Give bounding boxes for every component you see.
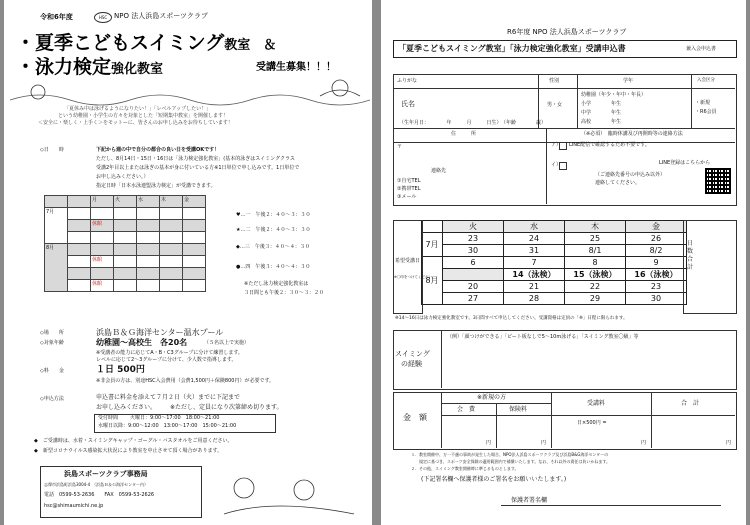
- sched-day[interactable]: 30: [626, 293, 687, 305]
- address-label: 住 所: [451, 131, 477, 137]
- class-time-1: ♥…一 午後２：４０～３：３０: [236, 212, 311, 218]
- sched-head: 火: [443, 221, 504, 233]
- sched-day[interactable]: 8/1: [565, 245, 626, 257]
- footer-addr: 志摩市浜島町浜島3004-4 （浜島Ｂ＆Ｇ海洋センター内）: [44, 482, 149, 487]
- place-label: ◇場 所: [40, 330, 64, 336]
- sched-head: 水: [504, 221, 565, 233]
- form-org: R6年度 NPO 法人浜島スポーツクラブ: [507, 28, 627, 36]
- option-a-text: LINE配信で確認するため不要です。: [569, 142, 650, 148]
- apply-label: ◇申込方法: [40, 396, 64, 402]
- title-swim: ・夏季こどもスイミング教室 ＆: [16, 32, 277, 54]
- agree-text: (下記署名欄へ保護者様のご署名をお願いいたします。): [421, 476, 567, 483]
- intro-line-3: ＜安全に・楽しく・上手く＞をモットーに、皆さんのお申し込みをお待ちしています！: [38, 120, 233, 126]
- fee-yen: 円: [486, 440, 492, 446]
- sched-day[interactable]: 21: [504, 281, 565, 293]
- name-label: 氏名: [401, 100, 415, 108]
- date-text-5: 指定日時「日本水泳連盟泳力検定」が受講できます。: [96, 183, 216, 189]
- sex-label: 性別: [549, 78, 560, 84]
- form-title: 「夏季こどもスイミング教室」「泳力検定強化教室」受講申込書: [398, 44, 626, 53]
- class-time-3: ◆…三 午後３：４０～４：３０: [236, 244, 310, 250]
- title-test: ・泳力検定強化教室: [16, 56, 164, 78]
- contact-mobile: ②携帯TEL: [397, 186, 421, 192]
- experience-label: スイミング: [395, 350, 430, 358]
- contact-label: 連絡先: [431, 168, 447, 174]
- era-label: 令和6年度: [40, 13, 73, 21]
- form-note-1: １．教室開催中、万一不慮の事故が発生した場合、NPO法人浜島スポーツクラブ及び浜島B&G海洋センターの: [411, 452, 609, 457]
- furigana-label: ふりがな: [397, 78, 418, 84]
- cal-footnote: ※ただし泳力検定強化教室は: [244, 281, 309, 287]
- date-text-2: ただし、8月14日・15日・16日は「泳力検定強化教室」(基本的泳ぎはスイミングクラス: [96, 156, 295, 162]
- fee-label: ◇料 金: [40, 368, 64, 374]
- cal-footnote-2: ３日間とも午後２：３０～３：２０: [244, 290, 325, 296]
- note-1: ◆ ご受講時は、水着・スイミングキャップ・ゴーグル・バスタオルをご用意ください。: [34, 438, 233, 444]
- experience-label-2: の経験: [401, 360, 422, 368]
- target-value: 幼稚園～高校生 各20名: [96, 338, 188, 347]
- recruit-text: 受講生募集！！！: [256, 62, 336, 73]
- sched-day[interactable]: 29: [565, 293, 626, 305]
- target-label: ◇対象年齢: [40, 340, 64, 346]
- intro-line-2: という幼稚園・小学生の方々を対象とした「短期集中教室」を開催します！: [58, 113, 229, 119]
- option-i-text-3: 連絡してください。: [595, 180, 641, 186]
- form-title-box: [393, 40, 737, 58]
- fee-total-label: 合 計: [681, 400, 700, 407]
- experience-example: （例）「顔つけができる」「ビート板なしで5～10m泳げる」「スイミング教室〇級」等: [447, 334, 639, 340]
- form-note-3: ２．その他、スイミング教室開催時に準じるものとします。: [411, 466, 519, 471]
- sched-month: 8月: [422, 257, 443, 305]
- apply-text: 申込書に料金を添えて７月２日（火）までに下記まで: [96, 394, 241, 401]
- sex-value: 男・女: [547, 102, 563, 108]
- org-name: NPO 法人浜島スポーツクラブ: [114, 12, 208, 20]
- sched-day[interactable]: 9: [626, 257, 687, 269]
- calendar-table: [44, 195, 206, 292]
- sched-day[interactable]: 26: [626, 233, 687, 245]
- sched-day[interactable]: 20: [443, 281, 504, 293]
- contact-mail: ③メール: [397, 194, 417, 200]
- sched-day[interactable]: 8: [565, 257, 626, 269]
- kids-illustration: [214, 468, 364, 518]
- date-text-3: 受講2年目以上または泳ぎの基本が身に付いている方※1日単位で申し込みです。1日単位で: [96, 165, 300, 171]
- sched-day[interactable]: 23: [443, 233, 504, 245]
- footer-mail: hsc@shimaumichi.ne.jp: [44, 503, 104, 509]
- target-sub: （５名以上で実施）: [204, 340, 250, 346]
- cal-closed: 休館: [91, 220, 114, 232]
- sched-day[interactable]: 8/2: [626, 245, 687, 257]
- option-a-checkbox[interactable]: [559, 142, 567, 150]
- sched-head: 木: [565, 221, 626, 233]
- place-value: 浜島Ｂ＆Ｇ海洋センター温水プール: [96, 328, 224, 337]
- fee-insurance-label: 保険料: [509, 406, 528, 413]
- class-time-2: ★…二 午後２：４０～３：３０: [236, 227, 311, 233]
- sched-day[interactable]: 30: [443, 245, 504, 257]
- hours-line-2: 水曜日以降：9:00～12:00 13:00～17:00 15:00～21:00: [98, 423, 237, 429]
- cal-head: [45, 196, 68, 208]
- cal-head: 木: [160, 196, 183, 208]
- sched-day[interactable]: 24: [504, 233, 565, 245]
- option-a-label: ア）: [551, 142, 562, 148]
- sched-day[interactable]: 6: [443, 257, 504, 269]
- sched-day[interactable]: 31: [504, 245, 565, 257]
- line-register-text: LINE登録はこちらから: [659, 160, 711, 166]
- date-text-1: 下記から週の中で自分の都合の良い日を受講OKです！: [96, 147, 220, 153]
- target-note-2: レベルに応じて2～3グループに分けて、少人数で指導します。: [96, 357, 237, 363]
- fee-value: １日 500円: [96, 365, 145, 375]
- cal-head: 火: [114, 196, 137, 208]
- fee-yen: 円: [541, 440, 547, 446]
- line-qr-code-icon[interactable]: [705, 168, 731, 194]
- contact-home: ①自宅TEL: [397, 178, 421, 184]
- sched-side-box: [393, 220, 423, 314]
- cal-closed: 休館: [91, 256, 114, 268]
- cal-head: 水: [137, 196, 160, 208]
- fee-label: 金 額: [403, 413, 427, 422]
- sched-sub: 希望受講日: [395, 258, 421, 264]
- schedule-table: [421, 220, 687, 305]
- form-title-suffix: 兼入会申込書: [686, 46, 717, 52]
- member-opt-2: ・R6会員: [695, 109, 717, 115]
- cal-head: [68, 196, 91, 208]
- application-page: [381, 0, 746, 525]
- age-label: （年齢 歳）: [501, 120, 547, 126]
- sched-sub-2: ※〇印をつけてください。: [394, 275, 436, 279]
- sched-day[interactable]: 28: [504, 293, 565, 305]
- grade-opt-3: 中学 年生: [581, 110, 622, 116]
- member-opt-1: ・新規: [695, 100, 711, 106]
- postal-mark: 〒: [397, 144, 403, 150]
- sched-day[interactable]: 25: [565, 233, 626, 245]
- grade-opt-2: 小学 年生: [581, 101, 622, 107]
- sched-head: 金: [626, 221, 687, 233]
- fee-yen: 円: [726, 440, 732, 446]
- intro-line-1: 「夏休み中は泳げるようになりたい！」「レベルアップしたい！」: [64, 106, 212, 112]
- cal-head: 月: [91, 196, 114, 208]
- fee-note: ※非会員の方は、別途HSC入会費用（会費1,500円＋保険800円）が必要です。: [96, 378, 275, 384]
- cal-closed: 休館: [91, 280, 114, 292]
- applicant-box: [393, 74, 737, 206]
- sched-note: ※14～16日は泳力検定強化教室です。3日間すべて申込してください。受講資格は定員の「※」日程に限られます。: [395, 316, 628, 321]
- apply-text-2: お申し込みください。: [96, 404, 157, 411]
- fee-course-value[interactable]: 日×500円 =: [577, 420, 607, 426]
- sched-day[interactable]: 16（泳検）: [626, 269, 687, 281]
- sched-total: 日数合計: [687, 240, 694, 271]
- target-note: ※受講者の能力に応じてA・B・C3グループに分けて練習します。: [96, 350, 243, 356]
- option-i-label: イ）: [551, 162, 562, 168]
- sched-day[interactable]: 14（泳検）: [504, 269, 565, 281]
- fee-yen: 円: [641, 440, 647, 446]
- apply-text-3: ※ただし、定員になり次第締め切ります。: [170, 404, 283, 411]
- hours-line-1: 火曜日：9:00～17:00 18:00～21:00: [130, 415, 220, 421]
- sched-day: [443, 269, 504, 281]
- grade-opt-1: 幼稚園（年少・年中・年長）: [581, 92, 647, 98]
- footer-tel: 電話 0599-53-2636 FAX 0599-53-2626: [44, 492, 155, 498]
- signature-line[interactable]: [501, 505, 721, 506]
- cal-month: 8月: [45, 244, 68, 292]
- flyer-page: [4, 0, 372, 525]
- footer-name: 浜島スポーツクラブ事務局: [64, 470, 148, 478]
- sched-month: 7月: [422, 233, 443, 257]
- class-time-4: ●…四 午後３：４０～４：３０: [236, 264, 311, 270]
- guardian-title: （※必須） 臨時休講及び再開時等の連絡方法: [581, 131, 683, 137]
- date-label: ◇日 時: [40, 147, 64, 153]
- sched-day[interactable]: 7: [504, 257, 565, 269]
- fee-new-label: ※新規の方: [477, 394, 507, 401]
- cal-month: 7月: [45, 208, 68, 244]
- grade-label: 学年: [623, 78, 634, 84]
- fee-course-label: 受講料: [587, 400, 606, 407]
- date-text-4: お申し込みください。）: [96, 174, 149, 180]
- sched-day[interactable]: 22: [565, 281, 626, 293]
- signature-label: 保護者署名欄: [511, 497, 548, 504]
- cal-head: 金: [183, 196, 206, 208]
- form-note-2: 規定に基づき、スポーツ安全保険の適用範囲内で補償いたします。なお、それ以外の責任は負いかねます。: [411, 459, 611, 464]
- option-i-checkbox[interactable]: [559, 162, 567, 170]
- option-i-text-2: （ご連絡先番号の申込み以外）: [595, 172, 666, 178]
- sched-day[interactable]: 15（泳検）: [565, 269, 626, 281]
- sched-head: [422, 221, 443, 233]
- note-2: ◆ 新型コロナウイルス感染拡大状況により教室を中止させて頂く場合があります。: [34, 448, 223, 454]
- sched-day[interactable]: 27: [443, 293, 504, 305]
- member-label: 入会区分: [697, 78, 715, 83]
- grade-opt-4: 高校 年生: [581, 119, 622, 125]
- fee-member-label: 会 費: [457, 406, 476, 413]
- birth-label: （生年月日： 年 月 日生）: [399, 120, 502, 126]
- sched-day[interactable]: 23: [626, 281, 687, 293]
- hsc-logo-icon: HSC: [94, 12, 112, 23]
- hours-title: 受付時間: [98, 415, 119, 421]
